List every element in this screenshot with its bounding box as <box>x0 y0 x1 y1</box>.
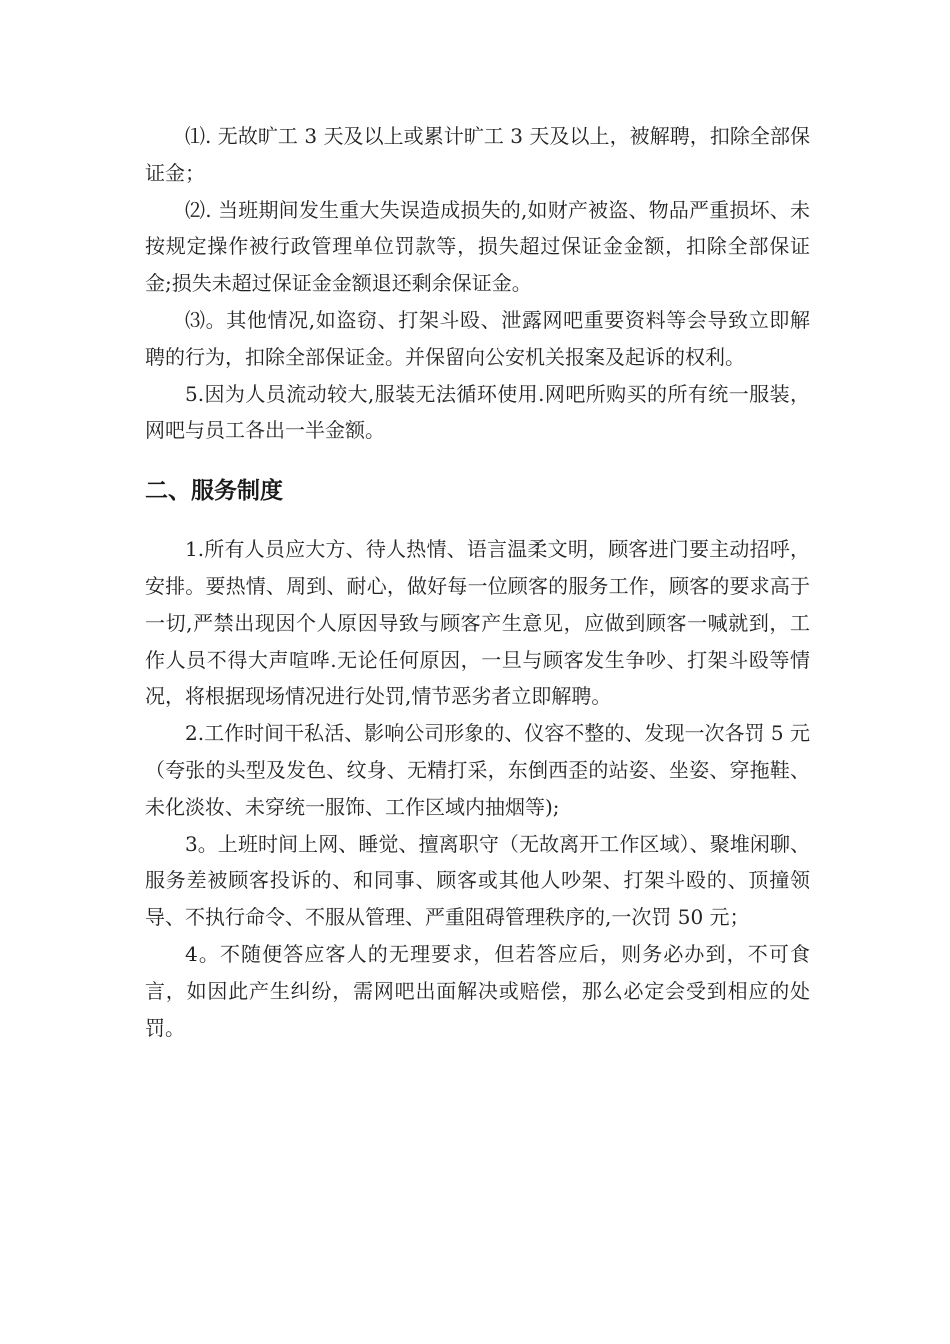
document-page <box>145 118 810 1046</box>
service-rule-4: 4。不随便答应客人的无理要求，但若答应后，则务必办到，不可食言，如因此产生纠纷，需网吧出面解决或赔偿，那么必定会受到相应的处罚。 <box>145 941 810 1040</box>
paragraph-item-5: 5.因为人员流动较大,服装无法循环使用.网吧所购买的所有统一服装，网吧与员工各出一半金额。 <box>145 381 810 443</box>
paragraph-item-3: ⑶。其他情况,如盗窃、打架斗殴、泄露网吧重要资料等会导致立即解聘的行为，扣除全部保证金。并保留向公安机关报案及起诉的权利。 <box>145 307 810 369</box>
section-heading-service-rules: 二、服务制度 <box>145 478 283 505</box>
paragraph-item-1: ⑴. 无故旷工 3 天及以上或累计旷工 3 天及以上，被解聘，扣除全部保证金； <box>145 124 810 185</box>
service-rule-2: 2.工作时间干私活、影响公司形象的、仪容不整的、发现一次各罚 5 元（夸张的头型及发色、纹身、无精打采，东倒西歪的站姿、坐姿、穿拖鞋、未化淡妆、未穿统一服饰、工作区域内抽烟等); <box>145 721 810 819</box>
service-rule-3: 3。上班时间上网、睡觉、擅离职守（无故离开工作区域）、聚堆闲聊、服务差被顾客投诉的、和同事、顾客或其他人吵架、打架斗殴的、顶撞领导、不执行命令、不服从管理、严重阻碍管理秩序的,一次罚 50 元； <box>145 831 810 930</box>
paragraph-item-2: ⑵. 当班期间发生重大失误造成损失的,如财产被盗、物品严重损坏、未按规定操作被行政管理单位罚款等，损失超过保证金金额，扣除全部保证金;损失未超过保证金金额退还剩余保证金。 <box>145 197 810 296</box>
service-rule-1: 1.所有人员应大方、待人热情、语言温柔文明，顾客进门要主动招呼，安排。要热情、周到、耐心，做好每一位顾客的服务工作，顾客的要求高于一切,严禁出现因个人原因导致与顾客产生意见，应做到顾客一喊就到，工作人员不得大声喧哗.无论任何原因，一旦与顾客发生争吵、打架斗殴等情况，将根据现场情况进行处罚,情节恶劣者立即解聘。 <box>145 537 810 709</box>
